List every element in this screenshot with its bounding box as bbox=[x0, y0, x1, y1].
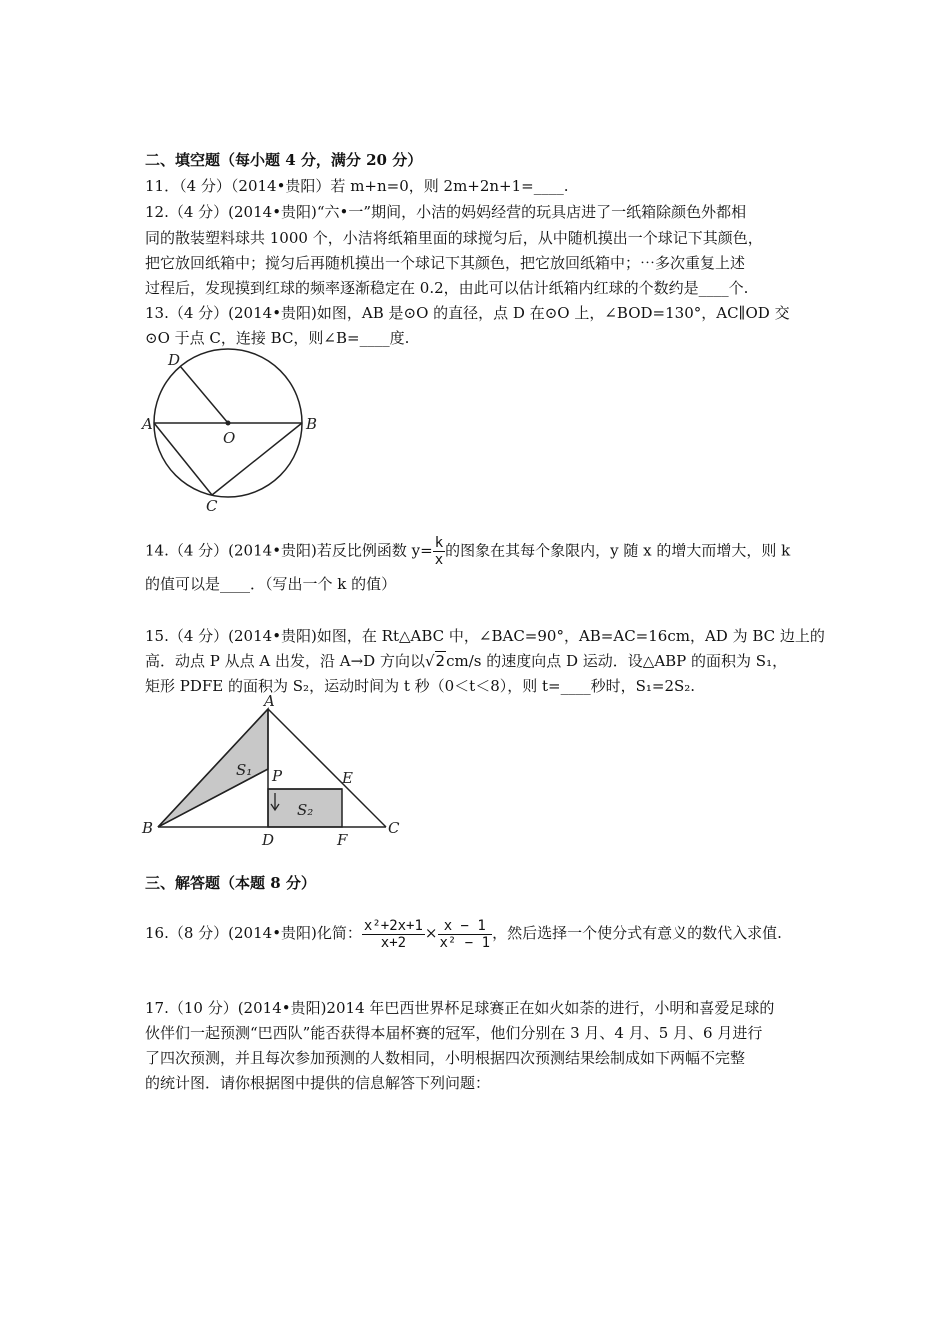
question-17-line-1: 17.（10 分）(2014•贵阳)2014 年巴西世界杯足球赛正在如火如荼的进行，小明和喜爱足球的 bbox=[145, 999, 775, 1017]
label-p: P bbox=[272, 767, 283, 785]
question-14-line-2: 的值可以是____．（写出一个 k 的值） bbox=[145, 575, 397, 593]
question-15-line-1: 15.（4 分）(2014•贵阳)如图，在 Rt△ABC 中，∠BAC=90°，AB=AC=16cm，AD 为 BC 边上的 bbox=[145, 627, 825, 645]
label-c: C bbox=[206, 497, 218, 515]
q14-suffix: 的图象在其每个象限内，y 随 x 的增大而增大，则 k bbox=[445, 541, 791, 560]
label-f: F bbox=[337, 831, 348, 849]
q14-prefix: 14.（4 分）(2014•贵阳)若反比例函数 y= bbox=[145, 541, 433, 560]
q16-suffix: ，然后选择一个使分式有意义的数代入求值. bbox=[492, 924, 782, 942]
q14-frac-num: k bbox=[434, 535, 444, 551]
question-15-line-2 bbox=[145, 651, 787, 671]
question-13-line-1: 13.（4 分）(2014•贵阳)如图，AB 是⊙O 的直径，点 D 在⊙O 上，∠BOD=130°，AC∥OD 交 bbox=[145, 304, 790, 322]
q13-circle-figure bbox=[140, 345, 330, 515]
q16-f2-den: x² − 1 bbox=[439, 934, 491, 951]
label-e: E bbox=[342, 769, 353, 787]
question-17-line-3: 了四次预测，并且每次参加预测的人数相同，小明根据四次预测结果绘制成如下两幅不完整 bbox=[145, 1049, 746, 1067]
question-12-line-2: 同的散装塑料球共 1000 个，小洁将纸箱里面的球搅匀后，从中随机摸出一个球记下其颜色， bbox=[145, 229, 763, 247]
label-c: C bbox=[388, 819, 400, 837]
label-a: A bbox=[142, 415, 153, 433]
q16-prefix: 16.（8 分）(2014•贵阳)化简： bbox=[145, 924, 362, 942]
question-15-line-3: 矩形 PDFE 的面积为 S₂，运动时间为 t 秒（0＜t＜8），则 t=____秒时，S₁=2S₂. bbox=[145, 677, 696, 695]
label-b: B bbox=[142, 819, 154, 837]
sqrt-radicand: 2 bbox=[435, 652, 446, 670]
q14-fraction bbox=[433, 535, 445, 568]
question-11: 11．（4 分）（2014•贵阳）若 m+n=0，则 2m+2n+1=____. bbox=[145, 177, 569, 195]
label-d: D bbox=[168, 351, 181, 369]
sqrt-symbol: √2 bbox=[424, 652, 446, 670]
question-14-line-1 bbox=[145, 535, 790, 568]
q15-line2-b: cm/s 的速度向点 D 运动．设△ABP 的面积为 S₁， bbox=[446, 652, 788, 670]
section3-heading: 三、解答题（本题 8 分） bbox=[145, 874, 316, 892]
label-b: B bbox=[306, 415, 318, 433]
question-13-line-2: ⊙O 于点 C，连接 BC，则∠B=____度. bbox=[145, 329, 410, 347]
question-17-line-4: 的统计图．请你根据图中提供的信息解答下列问题： bbox=[145, 1074, 491, 1092]
q16-times: × bbox=[424, 924, 438, 942]
q15-line2-a: 高．动点 P 从点 A 出发，沿 A→D 方向以 bbox=[145, 652, 425, 670]
center-point bbox=[226, 421, 231, 426]
section2-heading: 二、填空题（每小题 4 分，满分 20 分） bbox=[145, 151, 423, 169]
question-12-line-4: 过程后，发现摸到红球的频率逐渐稳定在 0.2，由此可以估计纸箱内红球的个数约是____个. bbox=[145, 279, 749, 297]
q16-fraction-2 bbox=[438, 918, 493, 951]
q15-triangle-figure bbox=[140, 692, 410, 849]
q14-frac-den: x bbox=[434, 552, 444, 568]
q16-f2-num: x − 1 bbox=[438, 918, 493, 935]
label-s2: S₂ bbox=[297, 801, 314, 819]
q16-fraction-1 bbox=[362, 918, 425, 951]
label-o: O bbox=[223, 429, 236, 447]
label-d: D bbox=[262, 831, 275, 849]
q16-f1-den: x+2 bbox=[380, 934, 407, 951]
label-a: A bbox=[264, 692, 275, 710]
question-17-line-2: 伙伴们一起预测“巴西队”能否获得本届杯赛的冠军，他们分别在 3 月、4 月、5 月、6 月进行 bbox=[145, 1024, 763, 1042]
question-12-line-3: 把它放回纸箱中；搅匀后再随机摸出一个球记下其颜色，把它放回纸箱中；⋯多次重复上述 bbox=[145, 254, 746, 272]
question-12-line-1: 12.（4 分）(2014•贵阳)“六•一”期间，小洁的妈妈经营的玩具店进了一纸箱除颜色外都相 bbox=[145, 203, 747, 221]
q16-f1-num: x²+2x+1 bbox=[363, 917, 423, 934]
segment-od bbox=[180, 366, 228, 423]
question-16 bbox=[145, 914, 782, 952]
label-s1: S₁ bbox=[236, 761, 253, 779]
